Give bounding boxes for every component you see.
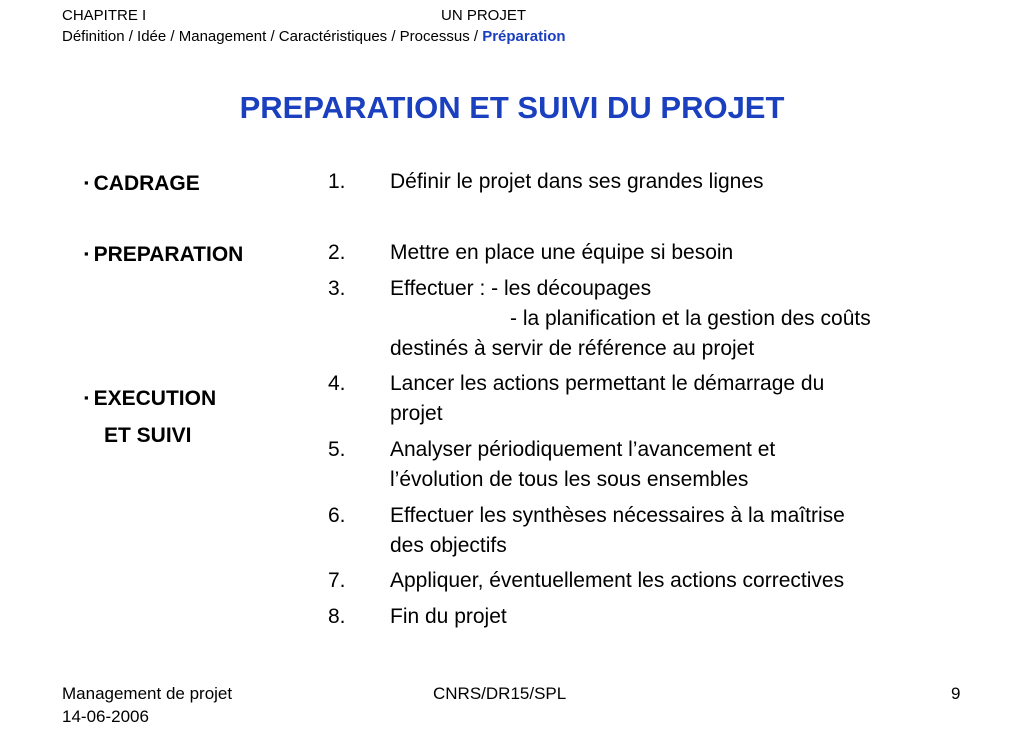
phase-label: PREPARATION — [93, 243, 244, 266]
breadcrumb-current: Préparation — [482, 28, 566, 45]
page-title: PREPARATION ET SUIVI DU PROJET — [239, 90, 785, 125]
page-number: 9 — [951, 684, 961, 703]
bullet-icon: ▪ — [84, 246, 89, 261]
step-text: Effectuer les synthèses nécessaires à la maîtrise — [390, 504, 845, 527]
phase-execution-line2: ET SUIVI — [104, 424, 192, 447]
footer-course: Management de projet — [62, 684, 233, 703]
step-text-line: l’évolution de tous les sous ensembles — [390, 468, 749, 491]
project-label: UN PROJET — [441, 7, 527, 24]
step-text: Appliquer, éventuellement les actions correctives — [390, 569, 845, 592]
step-number: 6. — [328, 504, 346, 527]
step-text: Définir le projet dans ses grandes lignes — [390, 170, 764, 193]
phase-preparation — [84, 242, 243, 270]
bullet-icon: ▪ — [84, 175, 89, 190]
step-text: Fin du projet — [390, 605, 507, 628]
bullet-icon: ▪ — [84, 390, 89, 405]
step-text: Analyser périodiquement l’avancement et — [390, 438, 776, 461]
step-text: Lancer les actions permettant le démarrage du — [390, 372, 825, 395]
phase-execution — [84, 386, 216, 414]
step-text-line: destinés à servir de référence au projet — [390, 337, 755, 360]
breadcrumb — [62, 27, 566, 47]
step-number: 3. — [328, 277, 346, 300]
step-number: 1. — [328, 170, 346, 193]
step-number: 5. — [328, 438, 346, 461]
step-text: Effectuer : - les découpages — [390, 277, 652, 300]
phase-label: CADRAGE — [93, 172, 200, 195]
step-number: 8. — [328, 605, 346, 628]
step-text-line: projet — [390, 402, 443, 425]
step-number: 4. — [328, 372, 346, 395]
footer-date: 14-06-2006 — [62, 707, 149, 726]
step-text-line: des objectifs — [390, 534, 507, 557]
chapter-label: CHAPITRE I — [62, 7, 147, 24]
phase-label: EXECUTION — [93, 387, 217, 410]
step-text: Mettre en place une équipe si besoin — [390, 241, 734, 264]
phase-cadrage — [84, 171, 200, 199]
step-text-line: - la planification et la gestion des coûts — [510, 307, 871, 330]
breadcrumb-path: Définition / Idée / Management / Caractéristiques / Processus / — [62, 28, 483, 45]
footer-org: CNRS/DR15/SPL — [433, 684, 567, 703]
step-number: 7. — [328, 569, 346, 592]
step-number: 2. — [328, 241, 346, 264]
